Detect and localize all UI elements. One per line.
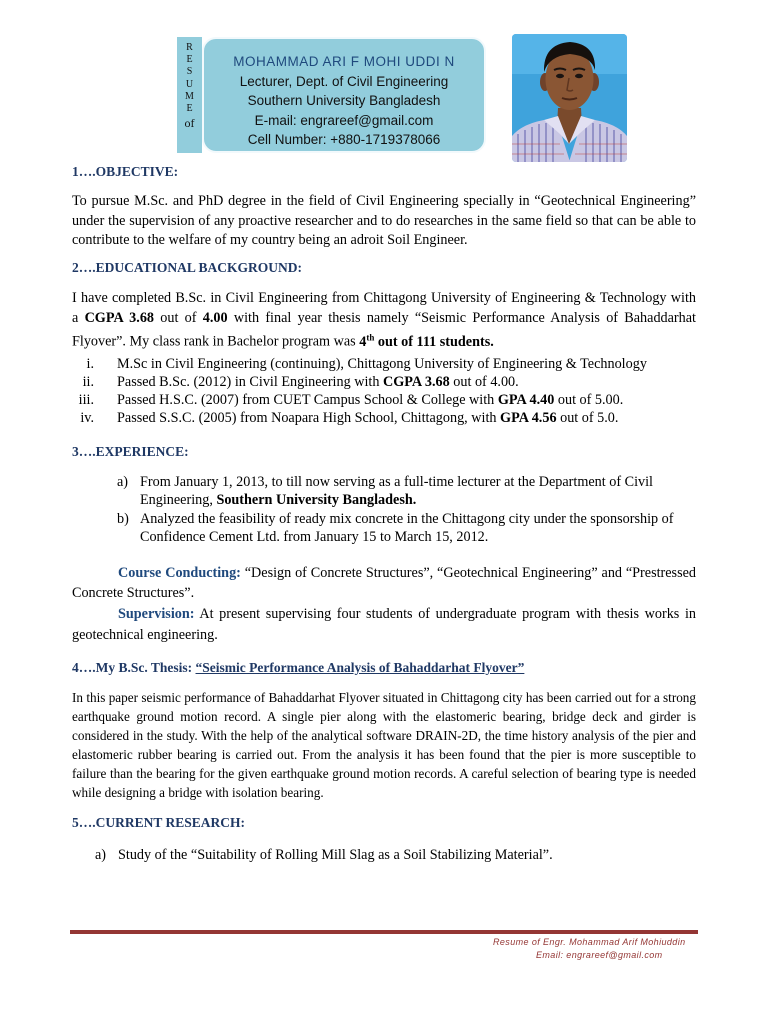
list-item — [72, 392, 702, 410]
list-text: Passed H.S.C. (2007) from CUET Campus School & College with — [117, 392, 498, 408]
list-tail: out of 4.00. — [449, 374, 519, 390]
email: E-mail: engrareef@gmail.com — [254, 112, 434, 128]
item-text: Analyzed the feasibility of ready mix concrete in the Chittagong city under the sponsorship of Confidence Cement Ltd. from January 15 to March 15, 2012. — [140, 511, 674, 545]
job-title: Lecturer, Dept. of Civil Engineering — [239, 73, 449, 89]
item-label: b) — [117, 511, 129, 527]
course-label: Course Conducting: — [118, 565, 241, 581]
rank-number: 4 — [359, 333, 367, 350]
experience-item — [117, 474, 697, 510]
section-heading-education: 2….EDUCATIONAL BACKGROUND: — [72, 260, 303, 275]
list-number: ii. — [82, 374, 94, 390]
list-text: Passed B.Sc. (2012) in Civil Engineering with — [117, 374, 383, 390]
resume-letter: S — [186, 66, 193, 78]
item-text-part: From January 1, 2013, to till now serving as a full-time lecturer at the Department of Civil Engineering, — [140, 474, 653, 508]
resume-letter: R — [186, 42, 193, 53]
footer-email: Email: engrareef@gmail.com — [536, 950, 663, 960]
list-grade: GPA 4.56 — [500, 410, 557, 426]
education-intro — [72, 289, 696, 352]
footer-divider — [70, 930, 698, 934]
section-heading-thesis — [72, 660, 524, 676]
education-intro-part: out of — [154, 309, 203, 326]
list-item — [72, 356, 702, 374]
profile-photo — [512, 34, 627, 162]
item-text: Study of the “Suitability of Rolling Mill Slag as a Soil Stabilizing Material”. — [118, 847, 553, 863]
resume-letter: E — [186, 103, 193, 115]
list-grade: CGPA 3.68 — [383, 374, 450, 390]
research-item — [95, 847, 675, 865]
resume-vertical-label — [177, 37, 202, 153]
contact-box — [202, 37, 486, 153]
cgpa-max: 4.00 — [202, 309, 228, 326]
phone: Cell Number: +880-1719378066 — [247, 132, 441, 147]
list-text: M.Sc in Civil Engineering (continuing), Chittagong University of Engineering & Technology — [117, 356, 647, 372]
list-grade: GPA 4.40 — [497, 392, 555, 408]
supervision-text: At present supervising four students of undergraduate program with thesis works in geotechnical engineering. — [72, 606, 696, 643]
list-tail: out of 5.0. — [556, 410, 619, 426]
item-label: a) — [117, 474, 129, 490]
list-number: iii. — [78, 392, 94, 408]
experience-item — [117, 511, 697, 547]
course-conducting — [72, 564, 696, 603]
education-intro-part: with final year thesis namely “Seismic Performance Analysis of Bahaddarhat Flyover”. My class rank in Bachelor program was — [72, 309, 696, 350]
thesis-title: “Seismic Performance Analysis of Bahaddarhat Flyover” — [195, 660, 525, 675]
section-heading-objective: 1….OBJECTIVE: — [72, 164, 179, 179]
university: Southern University Bangladesh — [247, 93, 441, 108]
item-text — [140, 474, 697, 510]
section-heading-experience: 3….EXPERIENCE: — [72, 444, 189, 459]
cgpa-value: CGPA 3.68 — [84, 309, 155, 326]
supervision — [72, 604, 696, 645]
supervision-label: Supervision: — [118, 606, 195, 622]
list-item — [72, 374, 702, 392]
thesis-heading-label: 4….My B.Sc. Thesis: — [72, 660, 196, 675]
profile-photo-illustration — [512, 34, 627, 162]
footer-resume-name: Resume of Engr. Mohammad Arif Mohiuddin — [493, 937, 686, 947]
class-rank — [359, 334, 494, 350]
list-text: Passed S.S.C. (2005) from Noapara High School, Chittagong, with — [117, 410, 501, 426]
education-intro-part: I have completed B.Sc. in Civil Engineering from Chittagong University of Engineering & Technology with a — [72, 290, 696, 326]
list-number: iv. — [80, 410, 94, 426]
thesis-abstract: In this paper seismic performance of Bahaddarhat Flyover situated in Chittagong city has been carried out for a strong earthquake ground motion record. A single pier along with the elastomeric bearing, bridge deck and girder is considered in the study. With the help of the analytical software DRAIN-2D, the time history analysis of the pier and elastomeric rubber bearing is carried out. From the analysis it has been found that the pier is more susceptible to failure than the bearing for the given earthquake ground motion records. A careful selection of bearing type is needed while designing a bridge with isolation bearing. — [72, 690, 696, 800]
item-label: a) — [95, 847, 107, 863]
resume-of: of — [184, 116, 195, 131]
course-text: “Design of Concrete Structures”, “Geotechnical Engineering” and “Prestressed Concrete Structures”. — [72, 565, 696, 601]
resume-letter: U — [185, 78, 194, 90]
rank-tail: out of 111 students. — [374, 333, 494, 350]
section-heading-research: 5….CURRENT RESEARCH: — [72, 815, 246, 830]
list-item — [72, 410, 702, 428]
employer-name: Southern University Bangladesh. — [216, 491, 417, 508]
list-tail: out of 5.00. — [554, 392, 624, 408]
objective-text: To pursue M.Sc. and PhD degree in the field of Civil Engineering specially in “Geotechnical Engineering” under the supervision of any proactive researcher and to do researches in the same field so that can be able to contribute to the welfare of my country being an adroit Soil Engineer. — [72, 193, 696, 248]
person-name: MOHAMMAD ARI F MOHI UDDI N — [233, 54, 455, 69]
rank-suffix: th — [366, 332, 375, 342]
list-number: i. — [86, 356, 94, 372]
resume-letter: E — [186, 54, 193, 66]
resume-letter: M — [185, 90, 194, 102]
